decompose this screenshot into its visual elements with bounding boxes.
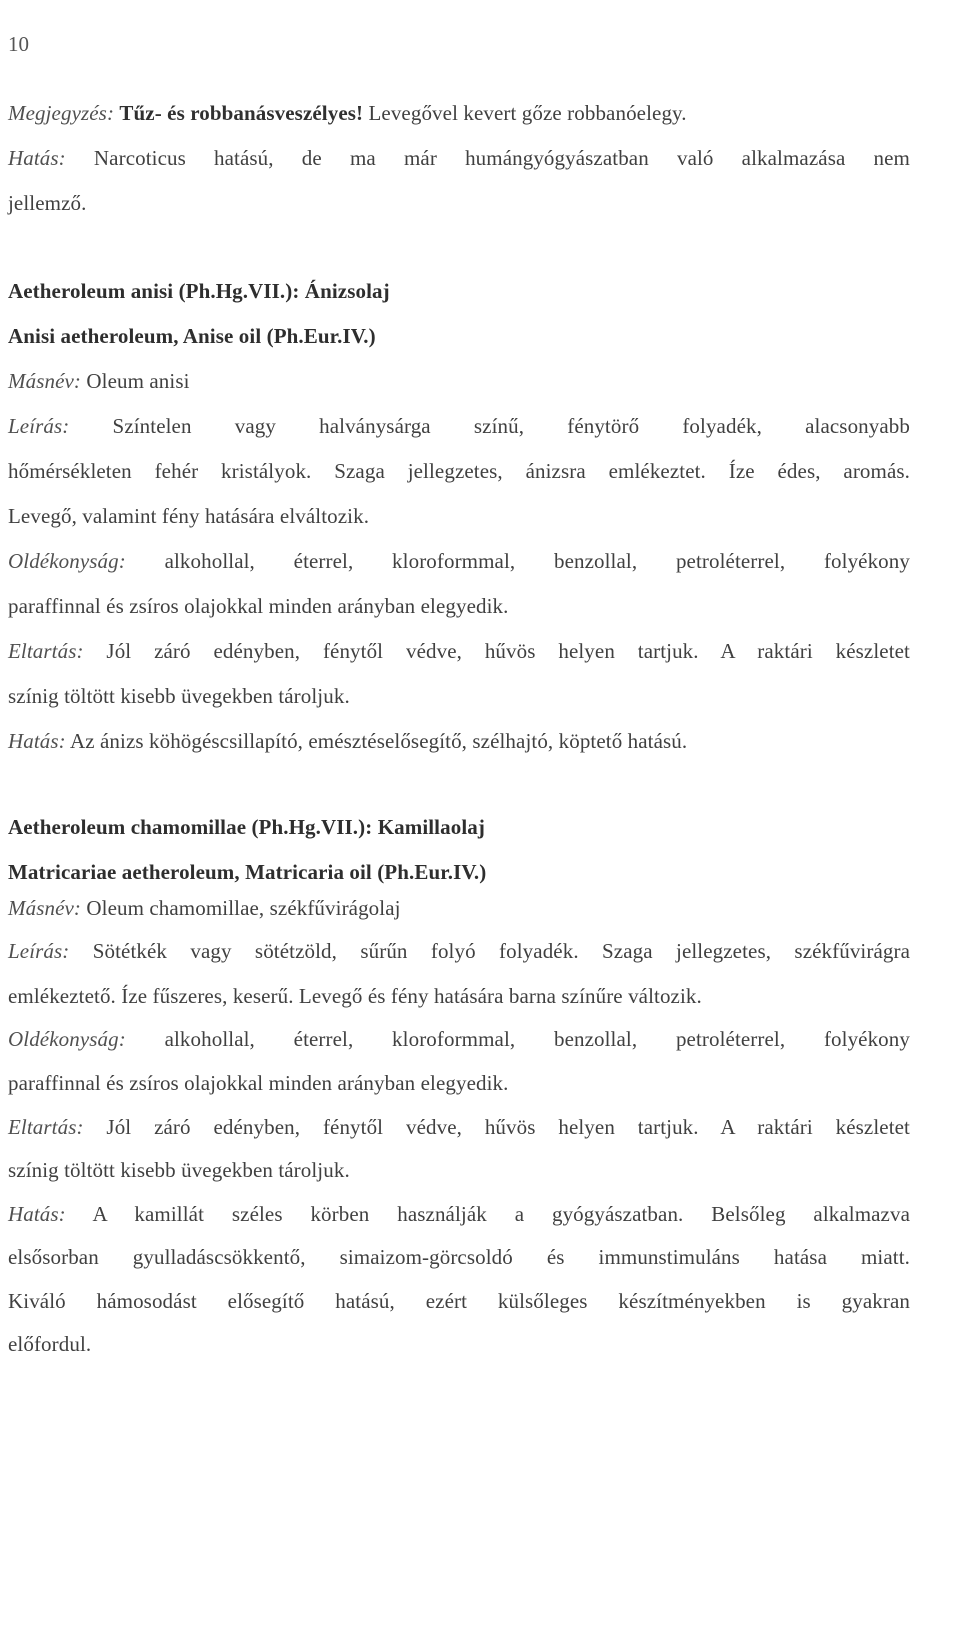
storage-text-1: Jól záró edényben, fénytől védve, hűvös helyen tartjuk. A raktári készletet: [83, 1115, 910, 1139]
effect-text-1: Narcoticus hatású, de ma már humángyógyászatban való alkalmazása nem: [65, 146, 910, 170]
anise-heading-2: Anisi aetheroleum, Anise oil (Ph.Eur.IV.): [8, 324, 376, 348]
chamomile-heading-2: Matricariae aetheroleum, Matricaria oil (Ph.Eur.IV.): [8, 860, 487, 884]
othername-text: Oleum chamomillae, székfűvirágolaj: [81, 896, 401, 920]
desc-label: Leírás:: [8, 939, 70, 963]
chamomile-solubility-line-2: paraffinnal és zsíros olajokkal minden arányban elegyedik.: [8, 1071, 509, 1095]
chamomile-storage-line-2: színig töltött kisebb üvegekben tároljuk.: [8, 1158, 350, 1182]
effect-line-2: jellemző.: [8, 191, 87, 215]
chamomile-desc-line-1: [8, 936, 910, 966]
note-warning: Tűz- és robbanásveszélyes!: [119, 101, 364, 125]
storage-label: Eltartás:: [8, 639, 84, 663]
chamomile-solubility-line-1: [8, 1024, 910, 1054]
anise-desc-line-2: hőmérsékleten fehér kristályok. Szaga jellegzetes, ánizsra emlékeztet. Íze édes, aromás.: [8, 459, 910, 483]
solubility-label: Oldékonyság:: [8, 1027, 126, 1051]
desc-text-1: Színtelen vagy halványsárga színű, fénytörő folyadék, alacsonyabb: [69, 414, 910, 438]
anise-heading-1: Aetheroleum anisi (Ph.Hg.VII.): Ánizsolaj: [8, 279, 390, 303]
anise-storage-line-2: színig töltött kisebb üvegekben tároljuk.: [8, 684, 350, 708]
solubility-label: Oldékonyság:: [8, 549, 126, 573]
anise-effect-label: Hatás:: [8, 729, 66, 753]
chamomile-storage-line-1: [8, 1112, 910, 1142]
effect-label: Hatás:: [8, 146, 66, 170]
anise-storage-line-1: [8, 636, 910, 666]
chamomile-effect-line-2: elsősorban gyulladáscsökkentő, simaizom-görcsoldó és immunstimuláns hatása miatt.: [8, 1245, 910, 1269]
note-line: [8, 98, 687, 128]
chamomile-effect-line-1: [8, 1199, 910, 1229]
page-number: 10: [8, 32, 29, 56]
chamomile-effect-label: Hatás:: [8, 1202, 66, 1226]
anise-solubility-line-1: [8, 546, 910, 576]
anise-desc-line-1: [8, 411, 910, 441]
chamomile-effect-line-3: Kiváló hámosodást elősegítő hatású, ezért külsőleges készítményekben is gyakran: [8, 1289, 910, 1313]
othername-text: Oleum anisi: [81, 369, 190, 393]
anise-effect-line: [8, 726, 687, 756]
chamomile-desc-line-2: emlékeztető. Íze fűszeres, keserű. Levegő és fény hatására barna színűre változik.: [8, 984, 702, 1008]
chamomile-effect-line-4: előfordul.: [8, 1332, 92, 1356]
chamomile-heading-1: Aetheroleum chamomillae (Ph.Hg.VII.): Kamillaolaj: [8, 815, 485, 839]
othername-label: Másnév:: [8, 896, 82, 920]
storage-text-1: Jól záró edényben, fénytől védve, hűvös helyen tartjuk. A raktári készletet: [83, 639, 910, 663]
effect-line-1: [8, 143, 910, 173]
anise-othername: [8, 366, 190, 396]
chamomile-effect-text-1: A kamillát széles körben használják a gyógyászatban. Belsőleg alkalmazva: [65, 1202, 910, 1226]
chamomile-othername: [8, 893, 401, 923]
solubility-text-1: alkohollal, éterrel, kloroformmal, benzollal, petroléterrel, folyékony: [125, 549, 910, 573]
note-label: Megjegyzés:: [8, 101, 115, 125]
storage-label: Eltartás:: [8, 1115, 84, 1139]
anise-effect-text: Az ánizs köhögéscsillapító, emésztéselősegítő, szélhajtó, köptető hatású.: [65, 729, 688, 753]
solubility-text-1: alkohollal, éterrel, kloroformmal, benzollal, petroléterrel, folyékony: [125, 1027, 910, 1051]
anise-desc-line-3: Levegő, valamint fény hatására elváltozik.: [8, 504, 370, 528]
desc-label: Leírás:: [8, 414, 70, 438]
othername-label: Másnév:: [8, 369, 82, 393]
desc-text-1: Sötétkék vagy sötétzöld, sűrűn folyó folyadék. Szaga jellegzetes, székfűvirágra: [69, 939, 910, 963]
note-text: Levegővel kevert gőze robbanóelegy.: [363, 101, 687, 125]
anise-solubility-line-2: paraffinnal és zsíros olajokkal minden arányban elegyedik.: [8, 594, 509, 618]
